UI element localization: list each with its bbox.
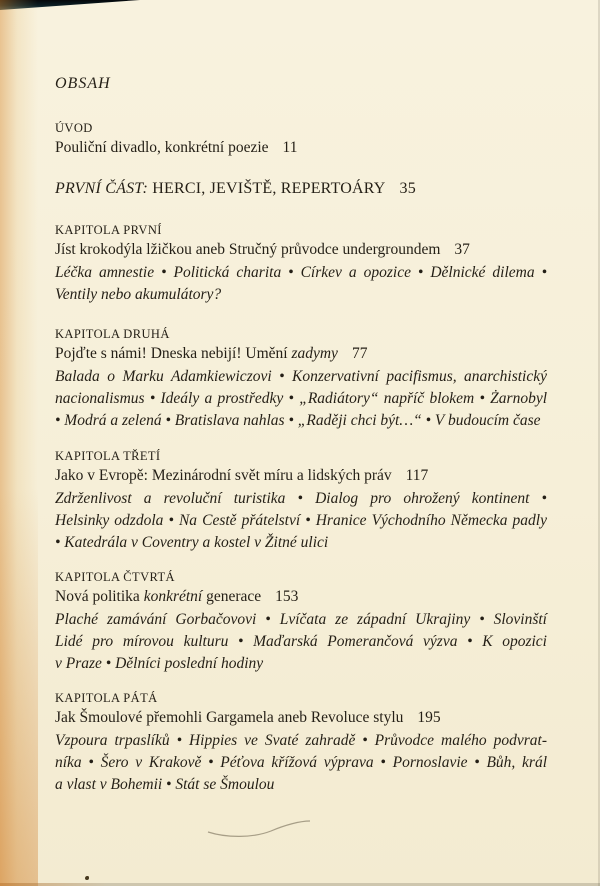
topics-line: Vzpoura trpaslíků • Hippies ve Svaté zahradě • Průvodce malého podvrat- <box>55 732 547 749</box>
title-text: Pouliční divadlo, konkrétní poezie <box>55 139 269 156</box>
contents-page-text <box>55 74 547 796</box>
topics-line: Zdrženlivost a revoluční turistika • Dialog pro ohrožený kontinent • <box>55 490 547 507</box>
toc-section-kapitola-druhá <box>55 327 547 432</box>
topics-line: a vlast v Bohemii • Stát se Šmoulou <box>55 776 275 793</box>
topics-line: • Modrá a zelená • Bratislava nahlas • „Raději chci být…“ • V budoucím čase <box>55 412 541 429</box>
toc-section-kapitola-pátá <box>55 691 547 796</box>
section-title <box>55 136 547 160</box>
section-label: KAPITOLA TŘETÍ <box>55 449 161 463</box>
topics-line: Léčka amnestie • Politická charita • Církev a opozice • Dělnické dilema • <box>55 264 547 281</box>
toc-section-kapitola-první <box>55 223 547 306</box>
title-text: HERCI, JEVIŠTĚ, REPERTOÁRY <box>148 180 386 197</box>
scan-hairline-artifact <box>205 817 313 841</box>
section-label: KAPITOLA PRVNÍ <box>55 223 162 237</box>
title-text: Jako v Evropě: Mezinárodní svět míru a lidských práv <box>55 467 392 484</box>
section-title <box>55 177 547 201</box>
topics-line: nacionalismus • Ideály a prostředky • „Radiátory“ napříč blokem • Żarnobyl <box>55 390 547 407</box>
toc-section-part <box>55 177 547 201</box>
section-topics <box>55 730 547 796</box>
topics-line: Lidé pro mírovou kulturu • Maďarská Pomerančová výzva • K opozici <box>55 633 547 650</box>
page-number: 35 <box>399 180 416 197</box>
title-text: zadymy <box>291 345 338 362</box>
title-text: konkrétní <box>143 588 203 605</box>
title-text: Nová politika <box>55 588 144 605</box>
toc-section-kapitola-třetí <box>55 449 547 554</box>
section-label: KAPITOLA ČTVRTÁ <box>55 570 175 584</box>
page-left-edge-shading <box>0 0 38 886</box>
page-number: 153 <box>275 588 299 605</box>
section-label: KAPITOLA DRUHÁ <box>55 327 170 341</box>
scan-speck-artifact <box>85 876 89 880</box>
topics-line: • Katedrála v Coventry a kostel v Žitné ulici <box>55 534 329 551</box>
title-text: PRVNÍ ČÁST: <box>55 180 149 197</box>
topics-line: Balada o Marku Adamkiewiczovi • Konzervativní pacifismus, anarchistický <box>55 368 547 385</box>
section-title <box>55 464 547 488</box>
scan-corner-artifact <box>0 0 140 10</box>
section-label: KAPITOLA PÁTÁ <box>55 691 158 705</box>
section-topics <box>55 366 547 432</box>
toc-section-kapitola-čtvrtá <box>55 570 547 675</box>
section-title <box>55 706 547 730</box>
toc-section-úvod <box>55 121 547 160</box>
page-number: 117 <box>405 467 429 484</box>
table-of-contents <box>55 121 547 796</box>
section-topics <box>55 262 547 306</box>
title-text: generace <box>202 588 262 605</box>
topics-line: Plaché zamávání Gorbačovovi • Lvíčata ze západní Ukrajiny • Slovinští <box>55 611 547 628</box>
contents-heading: OBSAH <box>55 75 111 92</box>
topics-line: Ventily nebo akumulátory? <box>55 286 222 303</box>
topics-line: v Praze • Dělníci poslední hodiny <box>55 655 264 672</box>
page-number: 77 <box>351 345 368 362</box>
section-title <box>55 342 547 366</box>
page-number: 37 <box>454 241 470 258</box>
topics-line: níka • Šero v Krakově • Péťova křížová výprava • Pornoslavie • Bůh, král <box>55 754 547 771</box>
title-text: Jak Šmoulové přemohli Gargamela aneb Revoluce stylu <box>55 709 404 726</box>
topics-line: Helsinky odzdola • Na Cestě přátelství • Hranice Východního Německa padly <box>55 512 547 529</box>
section-topics <box>55 609 547 675</box>
page-number: 11 <box>282 139 298 156</box>
title-text: Jíst krokodýla lžičkou aneb Stručný průvodce undergroundem <box>55 241 441 258</box>
title-text: Pojďte s námi! Dneska nebijí! Umění <box>55 345 292 362</box>
section-label: ÚVOD <box>55 121 93 135</box>
page-number: 195 <box>417 709 441 726</box>
section-title <box>55 585 547 609</box>
section-title <box>55 238 547 262</box>
section-topics <box>55 488 547 554</box>
